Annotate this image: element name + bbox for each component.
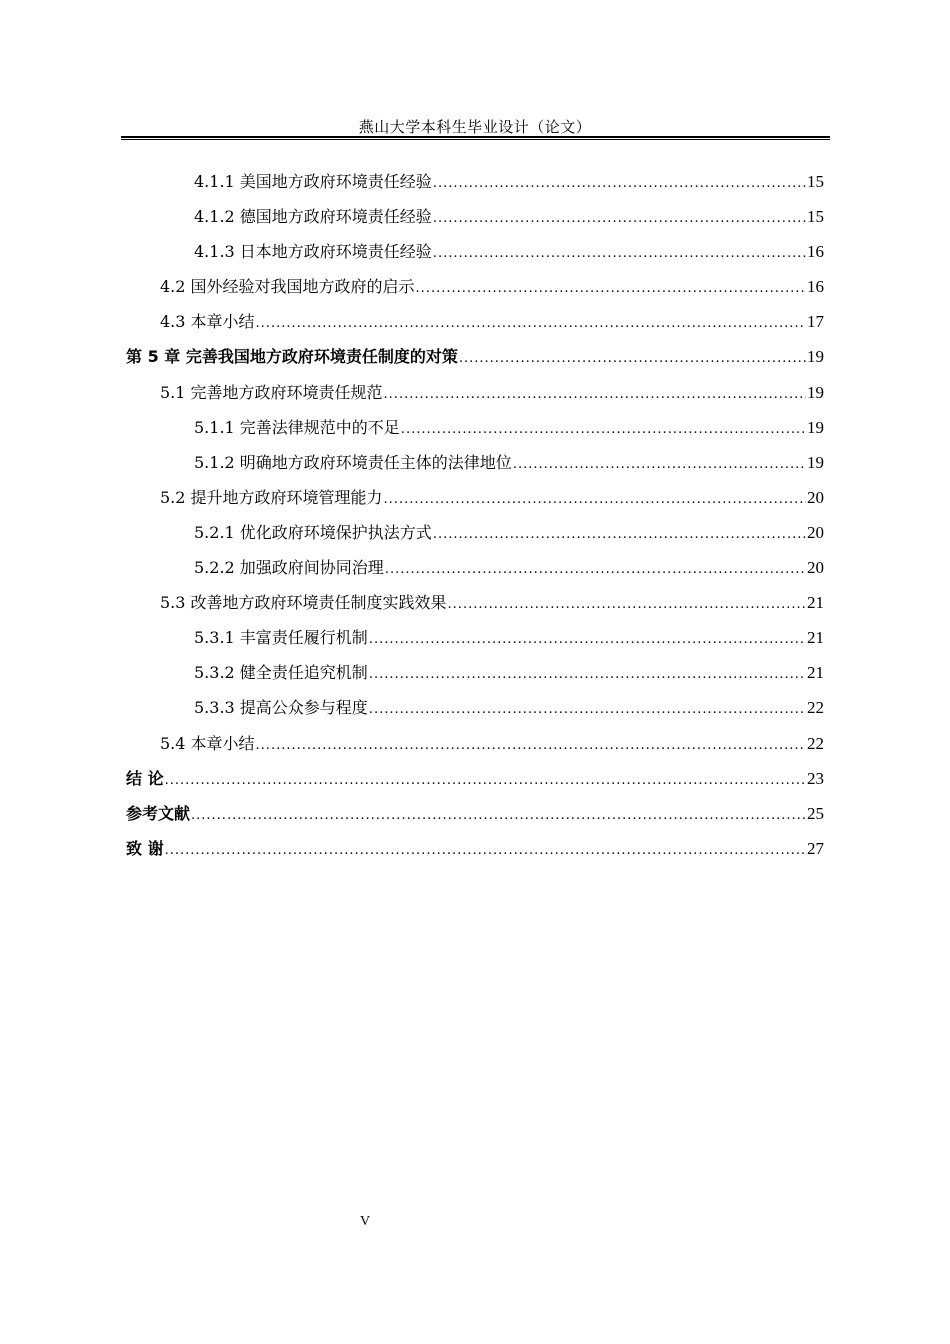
toc-dot-leader — [433, 240, 806, 268]
toc-dot-leader — [433, 521, 806, 549]
toc-entry-page: 16 — [807, 242, 824, 262]
toc-entry[interactable] — [126, 449, 824, 484]
toc-entry-page: 27 — [807, 838, 824, 858]
toc-entry[interactable] — [126, 589, 824, 624]
toc-dot-leader — [165, 837, 806, 865]
toc-entry-label: 5.3.2 健全责任追究机制 — [194, 663, 368, 683]
table-of-contents — [126, 168, 824, 870]
toc-dot-leader — [433, 205, 806, 233]
toc-entry-label: 4.1.2 德国地方政府环境责任经验 — [194, 207, 432, 227]
toc-entry-label: 5.1 完善地方政府环境责任规范 — [160, 382, 383, 402]
toc-entry-label: 结 论 — [126, 768, 164, 788]
toc-entry-page: 21 — [807, 663, 824, 683]
toc-entry-page: 19 — [807, 417, 824, 437]
toc-dot-leader — [384, 381, 806, 409]
toc-entry-page: 15 — [807, 207, 824, 227]
toc-entry-label: 5.1.1 完善法律规范中的不足 — [194, 417, 400, 437]
toc-entry[interactable] — [126, 730, 824, 765]
toc-dot-leader — [384, 486, 806, 514]
toc-dot-leader — [369, 626, 806, 654]
toc-entry-page: 17 — [807, 312, 824, 332]
toc-dot-leader — [385, 556, 806, 584]
toc-entry[interactable] — [126, 343, 824, 378]
toc-entry-page: 19 — [807, 382, 824, 402]
header-rule-thin — [121, 139, 830, 140]
toc-dot-leader — [191, 802, 806, 830]
toc-entry[interactable] — [126, 308, 824, 343]
toc-entry[interactable] — [126, 624, 824, 659]
toc-entry[interactable] — [126, 414, 824, 449]
toc-entry-page: 16 — [807, 277, 824, 297]
toc-entry[interactable] — [126, 694, 824, 729]
toc-dot-leader — [256, 732, 806, 760]
toc-entry[interactable] — [126, 800, 824, 835]
toc-entry-label: 5.3.1 丰富责任履行机制 — [194, 628, 368, 648]
toc-entry-page: 20 — [807, 558, 824, 578]
toc-entry[interactable] — [126, 168, 824, 203]
toc-dot-leader — [165, 767, 806, 795]
toc-dot-leader — [513, 451, 806, 479]
toc-entry-label: 致 谢 — [126, 838, 164, 858]
toc-entry-label: 5.1.2 明确地方政府环境责任主体的法律地位 — [194, 452, 512, 472]
toc-dot-leader — [256, 310, 806, 338]
toc-dot-leader — [416, 275, 806, 303]
toc-entry[interactable] — [126, 203, 824, 238]
toc-entry-label: 4.2 国外经验对我国地方政府的启示 — [160, 277, 415, 297]
page-number: V — [359, 1214, 371, 1229]
toc-dot-leader — [369, 696, 806, 724]
toc-dot-leader — [433, 170, 806, 198]
toc-entry-label: 参考文献 — [126, 803, 191, 823]
toc-entry[interactable] — [126, 835, 824, 870]
toc-entry[interactable] — [126, 519, 824, 554]
toc-entry[interactable] — [126, 659, 824, 694]
toc-entry-label: 5.2.2 加强政府间协同治理 — [194, 558, 384, 578]
toc-dot-leader — [369, 661, 806, 689]
toc-dot-leader — [448, 591, 806, 619]
toc-entry-label: 4.1.1 美国地方政府环境责任经验 — [194, 172, 432, 191]
header-rule-thick — [121, 136, 830, 138]
toc-entry-page: 20 — [807, 487, 824, 507]
toc-dot-leader — [401, 416, 806, 444]
toc-entry-page: 21 — [807, 593, 824, 613]
toc-entry[interactable] — [126, 273, 824, 308]
toc-entry-page: 23 — [807, 768, 824, 788]
toc-entry-page: 21 — [807, 628, 824, 648]
toc-entry-label: 5.4 本章小结 — [160, 733, 255, 753]
toc-entry-label: 4.1.3 日本地方政府环境责任经验 — [194, 242, 432, 262]
toc-entry-label: 5.2.1 优化政府环境保护执法方式 — [194, 522, 432, 542]
toc-entry-page: 22 — [807, 698, 824, 718]
toc-entry-label: 第 5 章 完善我国地方政府环境责任制度的对策 — [126, 347, 458, 367]
toc-entry-page: 25 — [807, 803, 824, 823]
toc-entry-page: 15 — [807, 172, 824, 191]
toc-entry-page: 19 — [807, 452, 824, 472]
toc-entry-page: 20 — [807, 522, 824, 542]
toc-entry[interactable] — [126, 554, 824, 589]
toc-entry[interactable] — [126, 238, 824, 273]
toc-entry-label: 5.2 提升地方政府环境管理能力 — [160, 487, 383, 507]
toc-entry-page: 22 — [807, 733, 824, 753]
toc-entry[interactable] — [126, 765, 824, 800]
header-title: 燕山大学本科生毕业设计（论文） — [358, 118, 592, 136]
toc-entry-label: 4.3 本章小结 — [160, 312, 255, 332]
toc-entry-page: 19 — [807, 347, 824, 367]
toc-entry-label: 5.3 改善地方政府环境责任制度实践效果 — [160, 593, 447, 613]
toc-dot-leader — [459, 345, 806, 373]
toc-entry[interactable] — [126, 484, 824, 519]
toc-entry-label: 5.3.3 提高公众参与程度 — [194, 698, 368, 718]
toc-entry[interactable] — [126, 379, 824, 414]
